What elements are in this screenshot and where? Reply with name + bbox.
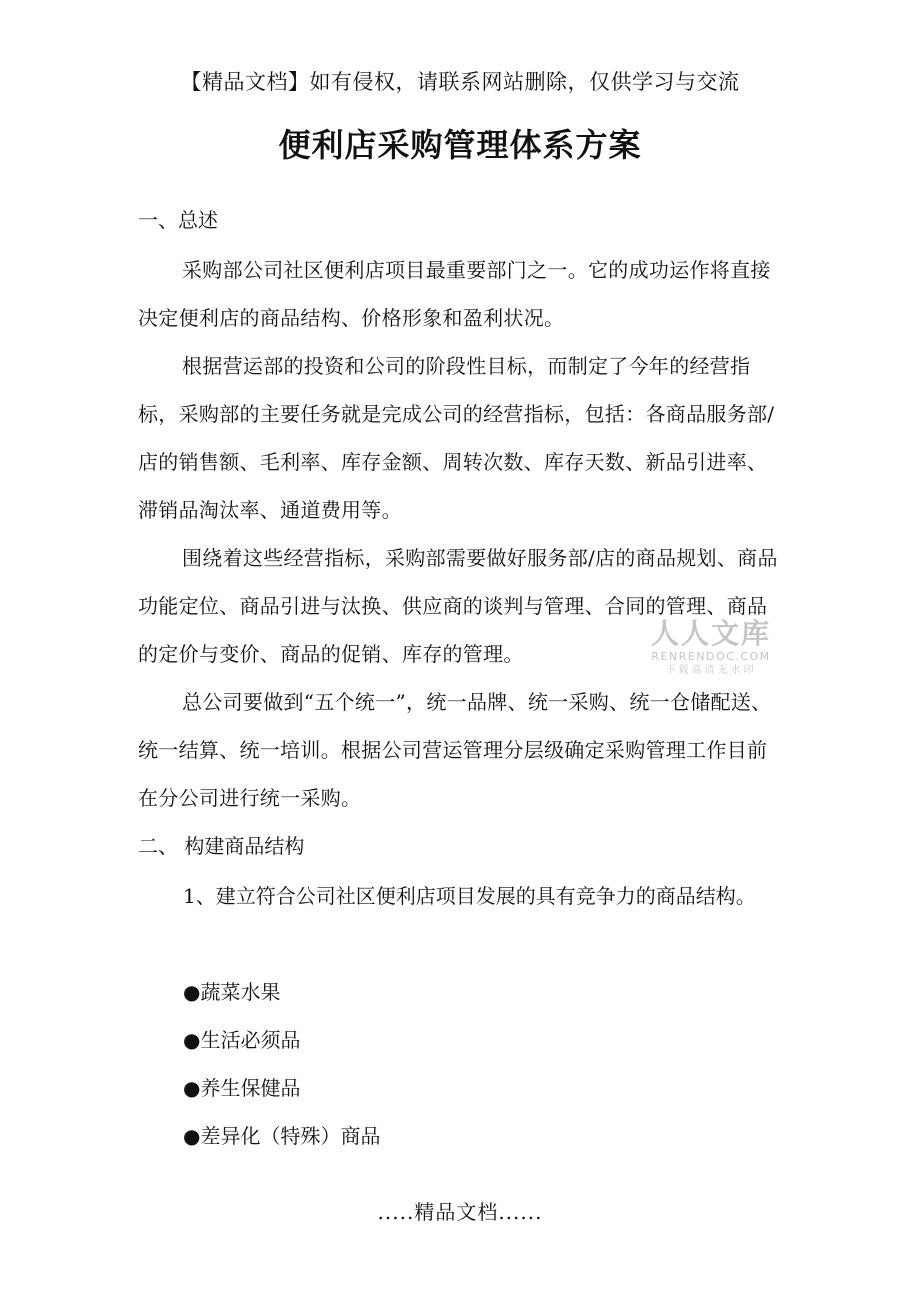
page-header-notice: 【精品文档】如有侵权，请联系网站删除，仅供学习与交流 xyxy=(180,70,740,94)
bullet-item-health-products: ●养生保健品 xyxy=(183,1076,301,1100)
section-1-paragraph-3: 围绕着这些经营指标，采购部需要做好服务部/店的商品规划、商品功能定位、商品引进与汰换、供应商的谈判与管理、合同的管理、商品的定价与变价、商品的促销、库存的管理。 xyxy=(138,546,778,666)
section-1-paragraph-4: 总公司要做到“五个统一”，统一品牌、统一采购、统一仓储配送、统一结算、统一培训。根据公司营运管理分层级确定采购管理工作目前在分公司进行统一采购。 xyxy=(138,690,772,810)
section-2-item-1: 1、建立符合公司社区便利店项目发展的具有竞争力的商品结构。 xyxy=(183,884,756,908)
section-1-paragraph-1: 采购部公司社区便利店项目最重要部门之一。它的成功运作将直接决定便利店的商品结构、价格形象和盈利状况。 xyxy=(138,258,771,330)
section-2-heading: 二、 构建商品结构 xyxy=(138,834,305,858)
watermark-logo xyxy=(646,618,776,678)
bullet-item-special-products: ●差异化（特殊）商品 xyxy=(183,1124,381,1148)
bullet-item-daily-necessities: ●生活必须品 xyxy=(183,1028,301,1052)
document-title: 便利店采购管理体系方案 xyxy=(278,126,642,164)
bullet-item-vegetables-fruits: ●蔬菜水果 xyxy=(183,980,281,1004)
watermark-subtitle: 下载高清无水印 xyxy=(665,665,757,676)
section-1-heading: 一、总述 xyxy=(138,208,218,232)
watermark-main-text: 人人文库 xyxy=(650,617,771,650)
section-1-paragraph-2: 根据营运部的投资和公司的阶段性目标，而制定了今年的经营指标，采购部的主要任务就是完成公司的经营指标，包括：各商品服务部/店的销售额、毛利率、库存金额、周转次数、库存天数、新品引进率、滞销品淘汰率、通道费用等。 xyxy=(138,354,775,522)
page-footer: .....精品文档...... xyxy=(377,1200,543,1224)
watermark-url: RENRENDOC.COM xyxy=(651,650,771,663)
